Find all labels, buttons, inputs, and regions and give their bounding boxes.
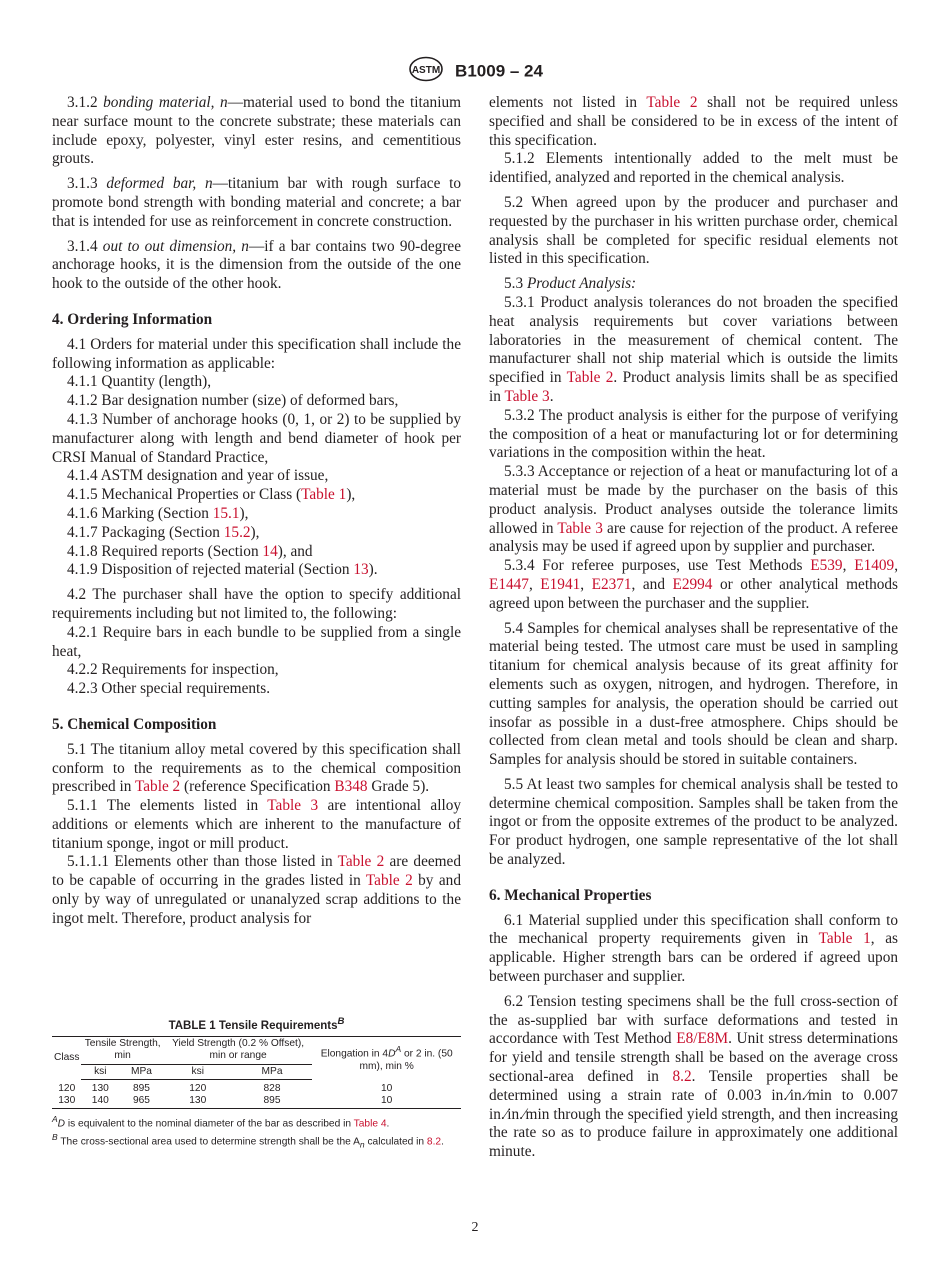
link-b348[interactable]: B348 — [334, 778, 368, 796]
link-table-2[interactable]: Table 2 — [134, 778, 181, 796]
para-3-1-4: 3.1.4 out to out dimension, n—if a bar contains two 90-degree anchorage hooks, it is the dimension from the outside of the one hook to the outside of the other hook. — [52, 237, 461, 293]
link-section-8-2[interactable]: 8.2 — [672, 1068, 692, 1086]
item-4-1-4: 4.1.4 ASTM designation and year of issue, — [67, 467, 329, 485]
left-column — [52, 94, 461, 929]
para-5-1-2: 5.1.2 Elements intentionally added to the melt must be identified, analyzed and reported in the chemical analysis. — [489, 150, 898, 187]
para-5-2: 5.2 When agreed upon by the producer and purchaser and requested by the purchaser in his written purchase order, chemical analysis shall be completed for specific residual elements not listed in this specification. — [489, 193, 898, 268]
link-table-3[interactable]: Table 3 — [557, 519, 603, 537]
header-yield-ksi: ksi — [164, 1064, 232, 1080]
page-number: 2 — [471, 1220, 479, 1235]
para-4-2: 4.2 The purchaser shall have the option to specify additional requirements including but not limited to, the following: — [52, 586, 461, 622]
link-table-2[interactable]: Table 2 — [337, 853, 385, 871]
para-5-3: 5.3 Product Analysis: — [504, 275, 637, 293]
para-5-3-3: 5.3.3 Acceptance or rejection of a heat or manufacturing lot of a material must be made by the purchaser on the basis of this product analysis. Product analyses outside the tolerance limits allowed in Table 3 are cause for rejection of the product. A referee analysis may be used if agreed upon by supplier and purchaser. — [489, 463, 898, 556]
link-e539[interactable]: E539 — [810, 557, 843, 575]
link-table-2[interactable]: Table 2 — [646, 94, 698, 111]
item-4-1-9: 4.1.9 Disposition of rejected material (Section 13). — [67, 561, 378, 579]
link-table-3[interactable]: Table 3 — [504, 387, 550, 405]
item-4-2-1: 4.2.1 Require bars in each bundle to be supplied from a single heat, — [52, 623, 461, 660]
page-header — [0, 56, 950, 87]
item-4-1-1: 4.1.1 Quantity (length), — [67, 373, 212, 391]
para-6-2: 6.2 Tension testing specimens shall be the full cross-section of the as-supplied bar with surface deformations and tested in accordance with Test Method E8/E8M. Unit stress determinations for yield and tensile strength shall be based on the average cross sectional-area defined in 8.2. Tensile properties shall be determined using a strain rate of 0.003 in.⁄in.⁄min to 0.007 in.⁄in.⁄min through the specified yield strength, and then increasing the rate so as to produce failure in approximately one additional minute. — [489, 992, 898, 1161]
link-section-15-2[interactable]: 15.2 — [223, 523, 251, 541]
para-3-1-2: 3.1.2 bonding material, n—material used to bond the titanium near surface mount to the concrete substrate; these materials can include epoxy, polyester, vinyl ester resins, and cementitious grouts. — [52, 94, 462, 168]
link-e1941[interactable]: E1941 — [540, 575, 581, 593]
link-e2994[interactable]: E2994 — [672, 575, 713, 593]
item-4-1-3: 4.1.3 Number of anchorage hooks (0, 1, or 2) to be supplied by manufacturer along with length and bend diameter of hook per CRSI Manual of Standard Practice, — [52, 410, 461, 466]
section-4-heading: 4. Ordering Information — [52, 310, 213, 328]
para-3-1-3: 3.1.3 deformed bar, n—titanium bar with rough surface to promote bond strength with bonding material and concrete; a bar that is intended for use as reinforcement in concrete construction. — [52, 175, 461, 230]
table-1-footnotes — [52, 1113, 461, 1151]
link-table-3[interactable]: Table 3 — [267, 797, 319, 815]
item-4-2-3: 4.2.3 Other special requirements. — [67, 680, 271, 698]
link-table-1[interactable]: Table 1 — [301, 486, 347, 504]
link-e1447[interactable]: E1447 — [489, 575, 529, 593]
item-4-1-7: 4.1.7 Packaging (Section 15.2), — [67, 523, 260, 541]
para-5-3-1: 5.3.1 Product analysis tolerances do not broaden the specified heat analysis requirements but cover variations between laboratories in the measurement of chemical content. The manufacturer shall not ship material which is outside the limits specified in Table 2. Product analysis limits shall be as specified in Table 3. — [489, 293, 898, 405]
item-4-1-5: 4.1.5 Mechanical Properties or Class (Table 1), — [67, 486, 356, 504]
para-5-1-1-1: 5.1.1.1 Elements other than those listed in Table 2 are deemed to be capable of occurring in the grades listed in Table 2 by and only by way of unregulated or unanalyzed scrap additions to the ingot melt. Therefore, product analysis for — [52, 853, 461, 927]
item-4-1-8: 4.1.8 Required reports (Section 14), and — [67, 542, 313, 560]
header-elongation: Elongation in $4D^A$ or 2 in. (50 mm), min % — [312, 1036, 461, 1080]
link-table-2[interactable]: Table 2 — [365, 872, 413, 890]
para-5-3-2: 5.3.2 The product analysis is either for the purpose of verifying the composition of a heat or manufacturing lot or for determining variations in the composition within the heat. — [489, 406, 898, 462]
footnote-a: $^A$D is equivalent to the nominal diameter of the bar as described in Table 4. — [52, 1114, 390, 1130]
link-section-14[interactable]: 14 — [262, 542, 278, 560]
para-4-1: 4.1 Orders for material under this specification shall include the following information as applicable: — [52, 335, 461, 372]
header-yield-mpa: MPa — [232, 1064, 313, 1080]
table-row: 130 140 965 130 895 10 — [52, 1095, 461, 1109]
astm-logo-text: ASTM — [411, 65, 441, 76]
header-tensile-mpa: MPa — [119, 1064, 164, 1080]
footnote-b: $^B$ The cross-sectional area used to determine strength shall be the $A_n$ calculated in 8.2. — [52, 1131, 444, 1150]
para-5-4: 5.4 Samples for chemical analyses shall be representative of the material being tested. The utmost care must be used in sampling titanium for chemical analysis because of its great affinity for elements such as oxygen, nitrogen, and hydrogen. Therefore, in cutting samples for analysis, the operation should be carried out insofar as possible in a dust-free atmosphere. Chips should be collected from clean metal and tools should be clean and sharp. Samples for analysis should be stored in suitable containers. — [489, 619, 898, 769]
header-tensile: Tensile Strength, min — [81, 1036, 163, 1064]
table-row: 120 130 895 120 828 10 — [58, 1083, 393, 1095]
section-5-heading: 5. Chemical Composition — [52, 715, 217, 733]
link-e1409[interactable]: E1409 — [854, 557, 895, 575]
header-tensile-ksi: ksi — [81, 1064, 119, 1080]
link-table-1[interactable]: Table 1 — [818, 930, 871, 948]
link-section-15-1[interactable]: 15.1 — [212, 504, 240, 522]
link-table-4[interactable]: Table 4 — [353, 1118, 387, 1130]
right-column — [489, 94, 898, 1162]
para-5-1: 5.1 The titanium alloy metal covered by this specification shall conform to the requirements as to the chemical composition prescribed in Table 2 (reference Specification B348 Grade 5). — [52, 740, 461, 796]
link-section-13[interactable]: 13 — [353, 561, 369, 579]
table-1-caption: TABLE 1 Tensile Requirements$^B$ — [168, 1016, 345, 1032]
link-e2371[interactable]: E2371 — [591, 575, 632, 593]
document-designation: B1009 – 24 — [455, 61, 543, 81]
header-yield: Yield Strength (0.2 % Offset), min or range — [164, 1036, 313, 1064]
item-4-1-6: 4.1.6 Marking (Section 15.1), — [67, 504, 249, 522]
para-5-5: 5.5 At least two samples for chemical analysis shall be tested to determine chemical composition. Samples shall be taken from the ingot or from the opposite extremes of the product to be analyzed. For product hydrogen, one sample representative of the lot shall be analyzed. — [489, 775, 898, 869]
tensile-requirements-table — [52, 1036, 461, 1110]
link-table-2[interactable]: Table 2 — [566, 369, 614, 387]
link-section-8-2[interactable]: 8.2 — [426, 1136, 442, 1148]
item-4-1-2: 4.1.2 Bar designation number (size) of deformed bars, — [67, 392, 399, 410]
para-6-1: 6.1 Material supplied under this specification shall conform to the mechanical property requirements given in Table 1, as applicable. Higher strength bars can be ordered if agreed upon between purchaser and supplier. — [489, 911, 898, 986]
astm-logo-icon — [407, 56, 445, 87]
item-4-2-2: 4.2.2 Requirements for inspection, — [67, 661, 279, 679]
section-6-heading: 6. Mechanical Properties — [489, 886, 652, 904]
header-class: Class — [52, 1036, 81, 1080]
table-1 — [52, 1016, 461, 1151]
para-5-3-4: 5.3.4 For referee purposes, use Test Methods E539, E1409, E1447, E1941, E2371, and E2994 or other analytical methods agreed upon between the purchaser and the supplier. — [489, 557, 899, 612]
para-5-1-1: 5.1.1 The elements listed in Table 3 are intentional alloy additions or elements which are inherent to the manufacture of titanium sponge, ingot or mill product. — [52, 797, 461, 852]
link-e8-e8m[interactable]: E8/E8M — [676, 1030, 729, 1048]
para-5-1-1-1-continued: elements not listed in Table 2 shall not be required unless specified and shall be considered to be in excess of the intent of this specification. — [489, 94, 898, 149]
